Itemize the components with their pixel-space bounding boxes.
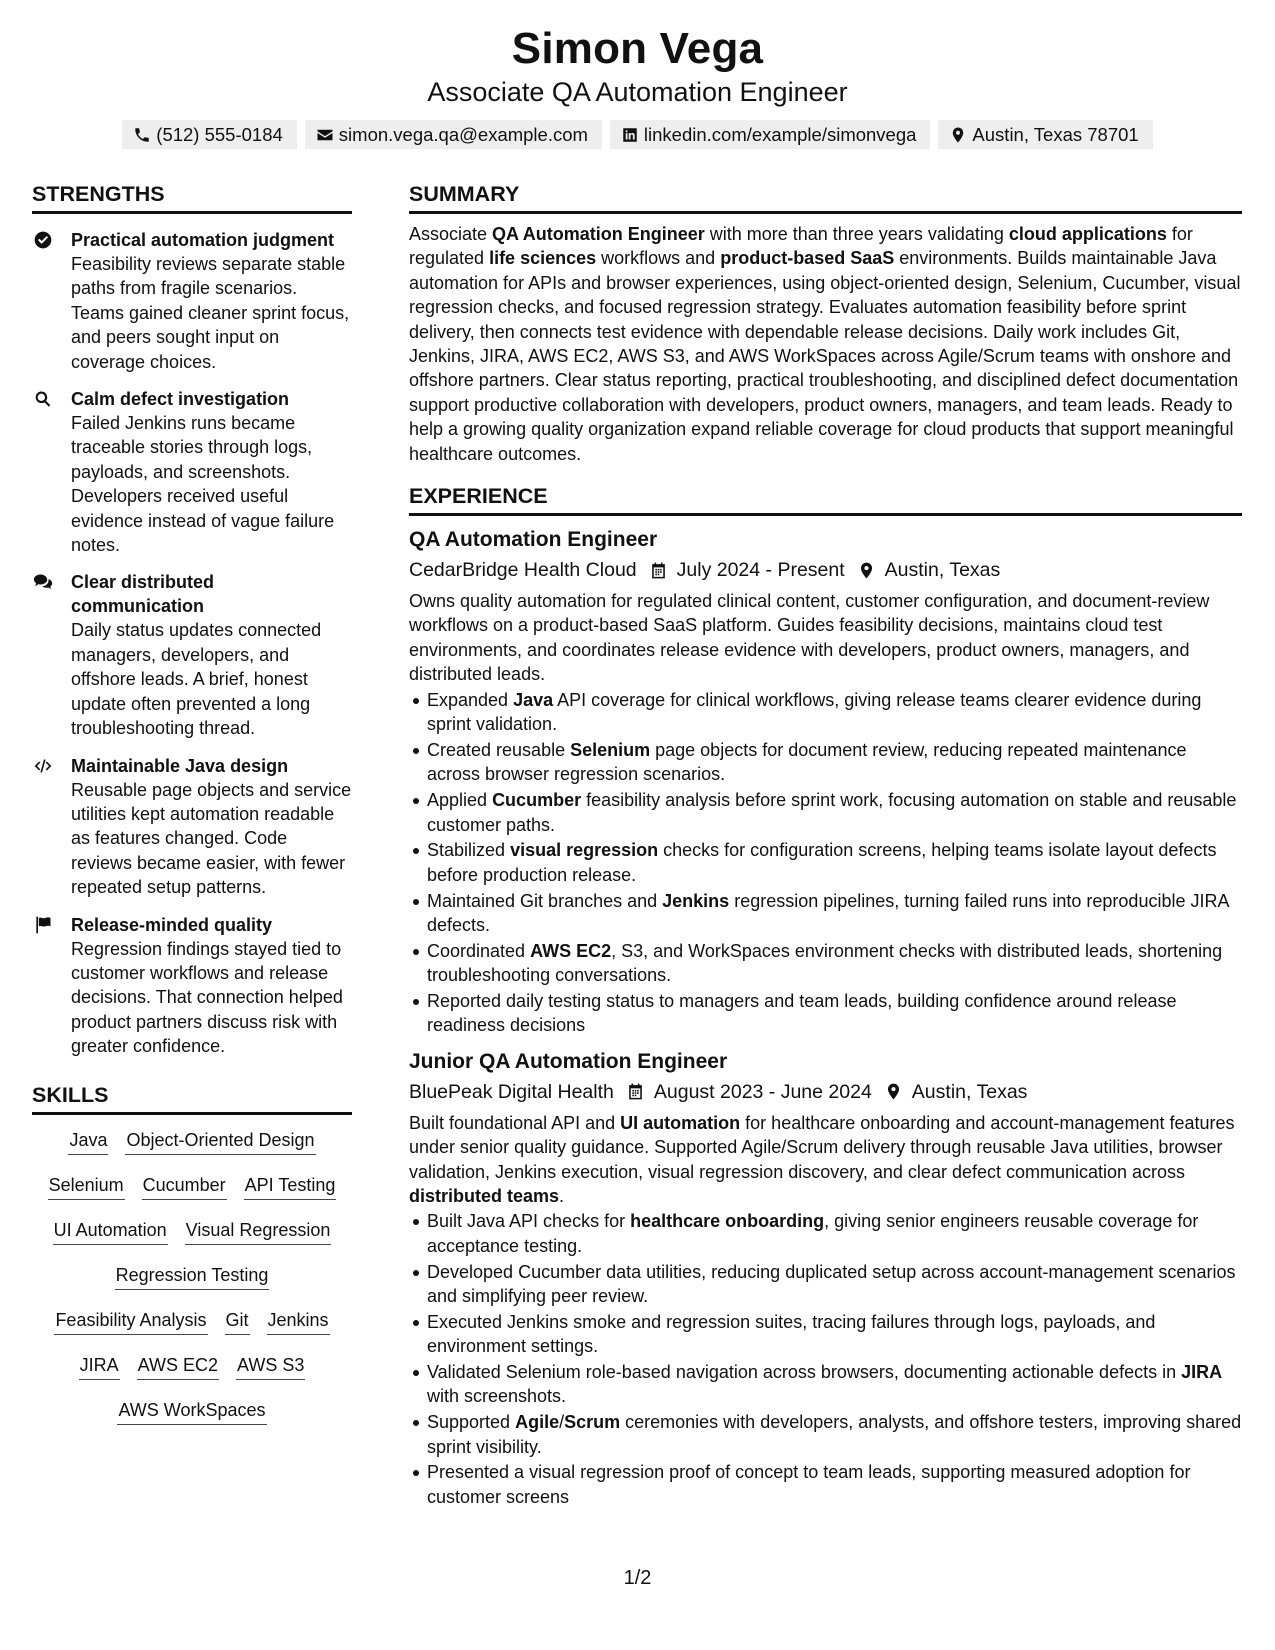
text-segment: workflows and [596, 248, 721, 269]
strength-item [32, 228, 352, 374]
contact-linkedin[interactable] [610, 120, 931, 149]
skill-tag: JIRA [79, 1352, 120, 1380]
contact-linkedin-text: linkedin.com/example/simonvega [643, 123, 917, 145]
emphasis-text: Scrum [564, 1412, 621, 1433]
text-segment: Associate [409, 224, 493, 244]
text-segment: Developed Cucumber data utilities, reducing duplicated setup across account-management scenarios and simplifying peer review. [427, 1261, 1236, 1306]
skill-tag: Regression Testing [115, 1262, 270, 1290]
contact-location[interactable] [938, 120, 1152, 149]
bullet-item [427, 1460, 1242, 1509]
skill-tag: Selenium [48, 1172, 125, 1200]
candidate-name: Simon Vega [511, 24, 764, 73]
text-segment: Validated Selenium role-based navigation across browsers, documenting actionable defects in [427, 1361, 1182, 1382]
strength-description: Feasibility reviews separate stable paths from fragile scenarios. Teams gained cleaner sprint focus, and peers sought input on coverage choices. [71, 254, 350, 372]
skill-tag: Visual Regression [185, 1217, 332, 1245]
emphasis-text: cloud applications [1008, 224, 1167, 244]
skill-tag: AWS EC2 [137, 1352, 219, 1380]
job-entry [409, 1048, 1242, 1509]
bullet-item [427, 939, 1242, 988]
map-pin-icon [872, 1082, 912, 1101]
strengths-list [32, 228, 352, 1059]
bullet-item [427, 1209, 1242, 1258]
job-meta [409, 1078, 1242, 1106]
text-segment: checks for configuration screens, helping teams isolate layout defects before production release. [427, 840, 1217, 885]
emphasis-text: life sciences [489, 248, 597, 269]
text-segment: ceremonies with developers, analysts, and offshore testers, improving shared sprint visibility. [427, 1412, 1242, 1457]
job-dates: July 2024 - Present [676, 559, 845, 582]
summary-heading: SUMMARY [409, 178, 1242, 214]
skills-list [32, 1115, 352, 1442]
comments-icon [32, 572, 54, 592]
left-column [32, 178, 352, 1442]
text-segment: Stabilized [427, 840, 511, 861]
skill-tag: AWS S3 [236, 1352, 305, 1380]
text-segment: Supported [427, 1412, 516, 1433]
text-segment: API coverage for clinical workflows, giving release teams clearer evidence during sprint validation. [427, 689, 1202, 735]
bullet-item [427, 688, 1242, 737]
text-segment: , giving senior engineers reusable coverage for acceptance testing. [427, 1211, 1199, 1256]
skill-tag: Jenkins [267, 1307, 330, 1335]
skill-tag: Git [225, 1307, 250, 1335]
contact-bar [0, 120, 1275, 149]
contact-phone-text: (512) 555-0184 [156, 123, 283, 145]
text-segment: Executed Jenkins smoke and regression suites, tracing failures through logs, payloads, and environment settings. [427, 1311, 1156, 1357]
skill-tag: Java [68, 1127, 108, 1155]
job-location: Austin, Texas [884, 559, 1001, 582]
text-segment: , S3, and WorkSpaces environment checks with distributed leads, shortening troubleshooting conversations. [427, 940, 1223, 986]
resume-header [0, 22, 1275, 149]
contact-location-text: Austin, Texas 78701 [972, 123, 1139, 145]
page-number: 1/2 [623, 1567, 652, 1589]
bullet-item [427, 738, 1242, 787]
emphasis-text: UI automation [620, 1112, 741, 1133]
flag-icon [32, 915, 54, 935]
job-bullets [409, 1209, 1242, 1509]
job-meta [409, 556, 1242, 584]
experience-heading: EXPERIENCE [409, 480, 1242, 516]
candidate-title: Associate QA Automation Engineer [427, 77, 848, 107]
strength-description: Reusable page objects and service utilities kept automation readable as features changed. Code reviews became easier, with fewer repeated setup patterns. [71, 779, 352, 898]
strength-item [32, 913, 352, 1059]
skill-tag: Object-Oriented Design [125, 1127, 315, 1155]
text-segment: feasibility analysis before sprint work, focusing automation on stable and reusable customer paths. [427, 790, 1237, 835]
company-name: BluePeak Digital Health [409, 1080, 614, 1103]
bullet-item [427, 838, 1242, 887]
text-segment: Coordinated [427, 940, 531, 961]
emphasis-text: distributed teams [409, 1185, 560, 1206]
bullet-item [427, 1410, 1242, 1459]
emphasis-text: healthcare onboarding [630, 1211, 825, 1232]
contact-phone[interactable] [122, 120, 297, 149]
code-icon [32, 756, 54, 776]
emphasis-text: Cucumber [492, 790, 582, 811]
text-segment: Maintained Git branches and [427, 890, 663, 911]
text-segment: / [559, 1412, 565, 1433]
strength-description: Regression findings stayed tied to customer workflows and release decisions. That connection helped product partners discuss risk with greater confidence. [71, 938, 343, 1057]
check-circle-icon [32, 230, 54, 250]
text-segment: with more than three years validating [704, 224, 1009, 244]
job-entry [409, 526, 1242, 1038]
text-segment: Built foundational API and [409, 1112, 621, 1133]
job-location: Austin, Texas [911, 1080, 1028, 1103]
text-segment: Presented a visual regression proof of concept to team leads, supporting measured adoption for customer screens [427, 1462, 1191, 1507]
text-segment: with screenshots. [427, 1386, 567, 1407]
skill-tag: API Testing [244, 1172, 337, 1200]
emphasis-text: product-based SaaS [720, 248, 895, 269]
bullet-item [427, 788, 1242, 837]
text-segment: for healthcare onboarding and account-management features under senior quality guidance. Supported Agile/Scrum delivery through reusable Java utilities, browser validation, Jenkins execution, visual regression discovery, and clear defect communication across [409, 1112, 1235, 1182]
bullet-item [427, 1260, 1242, 1309]
map-pin-icon [845, 561, 885, 580]
strength-description: Failed Jenkins runs became traceable stories through logs, payloads, and screenshots. Developers received useful evidence instead of vague failure notes. [71, 413, 335, 556]
job-bullets [409, 688, 1242, 1038]
calendar-icon [614, 1082, 654, 1101]
contact-email-text: simon.vega.qa@example.com [338, 123, 588, 145]
job-description [409, 589, 1242, 687]
skills-heading: SKILLS [32, 1079, 352, 1115]
skill-tag: Cucumber [142, 1172, 227, 1200]
linkedin-icon [621, 126, 639, 144]
strength-title: Calm defect investigation [71, 389, 290, 410]
right-column [409, 178, 1242, 1511]
text-segment: Applied [427, 790, 493, 811]
text-segment: Reported daily testing status to managers and team leads, building confidence around release readiness decisions [427, 990, 1177, 1036]
text-segment: regression pipelines, turning failed runs into reproducible JIRA defects. [427, 890, 1229, 935]
job-title: QA Automation Engineer [409, 528, 658, 552]
strength-title: Release-minded quality [71, 914, 273, 935]
summary-text [409, 222, 1242, 466]
emphasis-text: JIRA [1181, 1361, 1223, 1382]
strength-item [32, 754, 352, 900]
strength-item [32, 570, 352, 740]
text-segment: page objects for document review, reducing repeated maintenance across browser regression scenarios. [427, 739, 1187, 785]
map-pin-icon [949, 126, 967, 144]
bullet-item [427, 1310, 1242, 1359]
strengths-heading: STRENGTHS [32, 178, 352, 214]
text-segment: environments. Builds maintainable Java automation for APIs and browser experiences, using object-oriented design, Selenium, Cucumber, visual regression checks, and focused regression strategy. Evaluates automation feasibility before sprint delivery, then connects test evidence with dependable release decisions. Daily work includes Git, Jenkins, JIRA, AWS EC2, AWS S3, and AWS WorkSpaces across Agile/Scrum teams with onshore and offshore partners. Clear status reporting, practical troubleshooting, and disciplined defect documentation support productive collaboration with developers, product owners, managers, and team leads. Ready to help a growing quality organization expand reliable coverage for cloud products that support meaningful healthcare outcomes. [409, 248, 1241, 464]
skill-tag: Feasibility Analysis [54, 1307, 207, 1335]
strength-title: Practical automation judgment [71, 230, 335, 250]
text-segment: Expanded [427, 689, 514, 710]
emphasis-text: Java [513, 689, 554, 710]
strength-item [32, 387, 352, 557]
strength-title: Maintainable Java design [71, 755, 289, 776]
emphasis-text: visual regression [510, 840, 659, 861]
text-segment: for regulated [409, 224, 1193, 269]
skill-tag: UI Automation [53, 1217, 168, 1245]
skill-tag: AWS WorkSpaces [117, 1397, 266, 1425]
text-segment: Owns quality automation for regulated clinical content, customer configuration, and document-review workflows on a product-based SaaS platform. Guides feasibility decisions, maintains cloud test environments, and coordinates release evidence with developers, product owners, managers, and distributed leads. [409, 591, 1210, 685]
bullet-item [427, 989, 1242, 1038]
emphasis-text: AWS EC2 [530, 940, 612, 961]
text-segment: Built Java API checks for [427, 1211, 631, 1232]
job-description [409, 1111, 1242, 1209]
text-segment: . [559, 1185, 565, 1206]
bullet-item [427, 1360, 1242, 1409]
job-dates: August 2023 - June 2024 [653, 1080, 872, 1103]
calendar-icon [637, 561, 677, 580]
contact-email[interactable] [305, 120, 602, 149]
emphasis-text: QA Automation Engineer [492, 224, 705, 244]
emphasis-text: Jenkins [662, 890, 730, 911]
envelope-icon [316, 126, 334, 144]
job-title: Junior QA Automation Engineer [409, 1049, 728, 1073]
strength-description: Daily status updates connected managers, developers, and offshore leads. A brief, honest update often prevented a long troubleshooting thread. [71, 620, 322, 739]
emphasis-text: Agile [515, 1412, 560, 1433]
bullet-item [427, 889, 1242, 938]
search-icon [32, 389, 54, 409]
phone-icon [133, 126, 151, 144]
text-segment: Created reusable [427, 739, 571, 760]
company-name: CedarBridge Health Cloud [409, 559, 637, 582]
strength-title: Clear distributed communication [71, 572, 215, 617]
emphasis-text: Selenium [570, 739, 651, 760]
